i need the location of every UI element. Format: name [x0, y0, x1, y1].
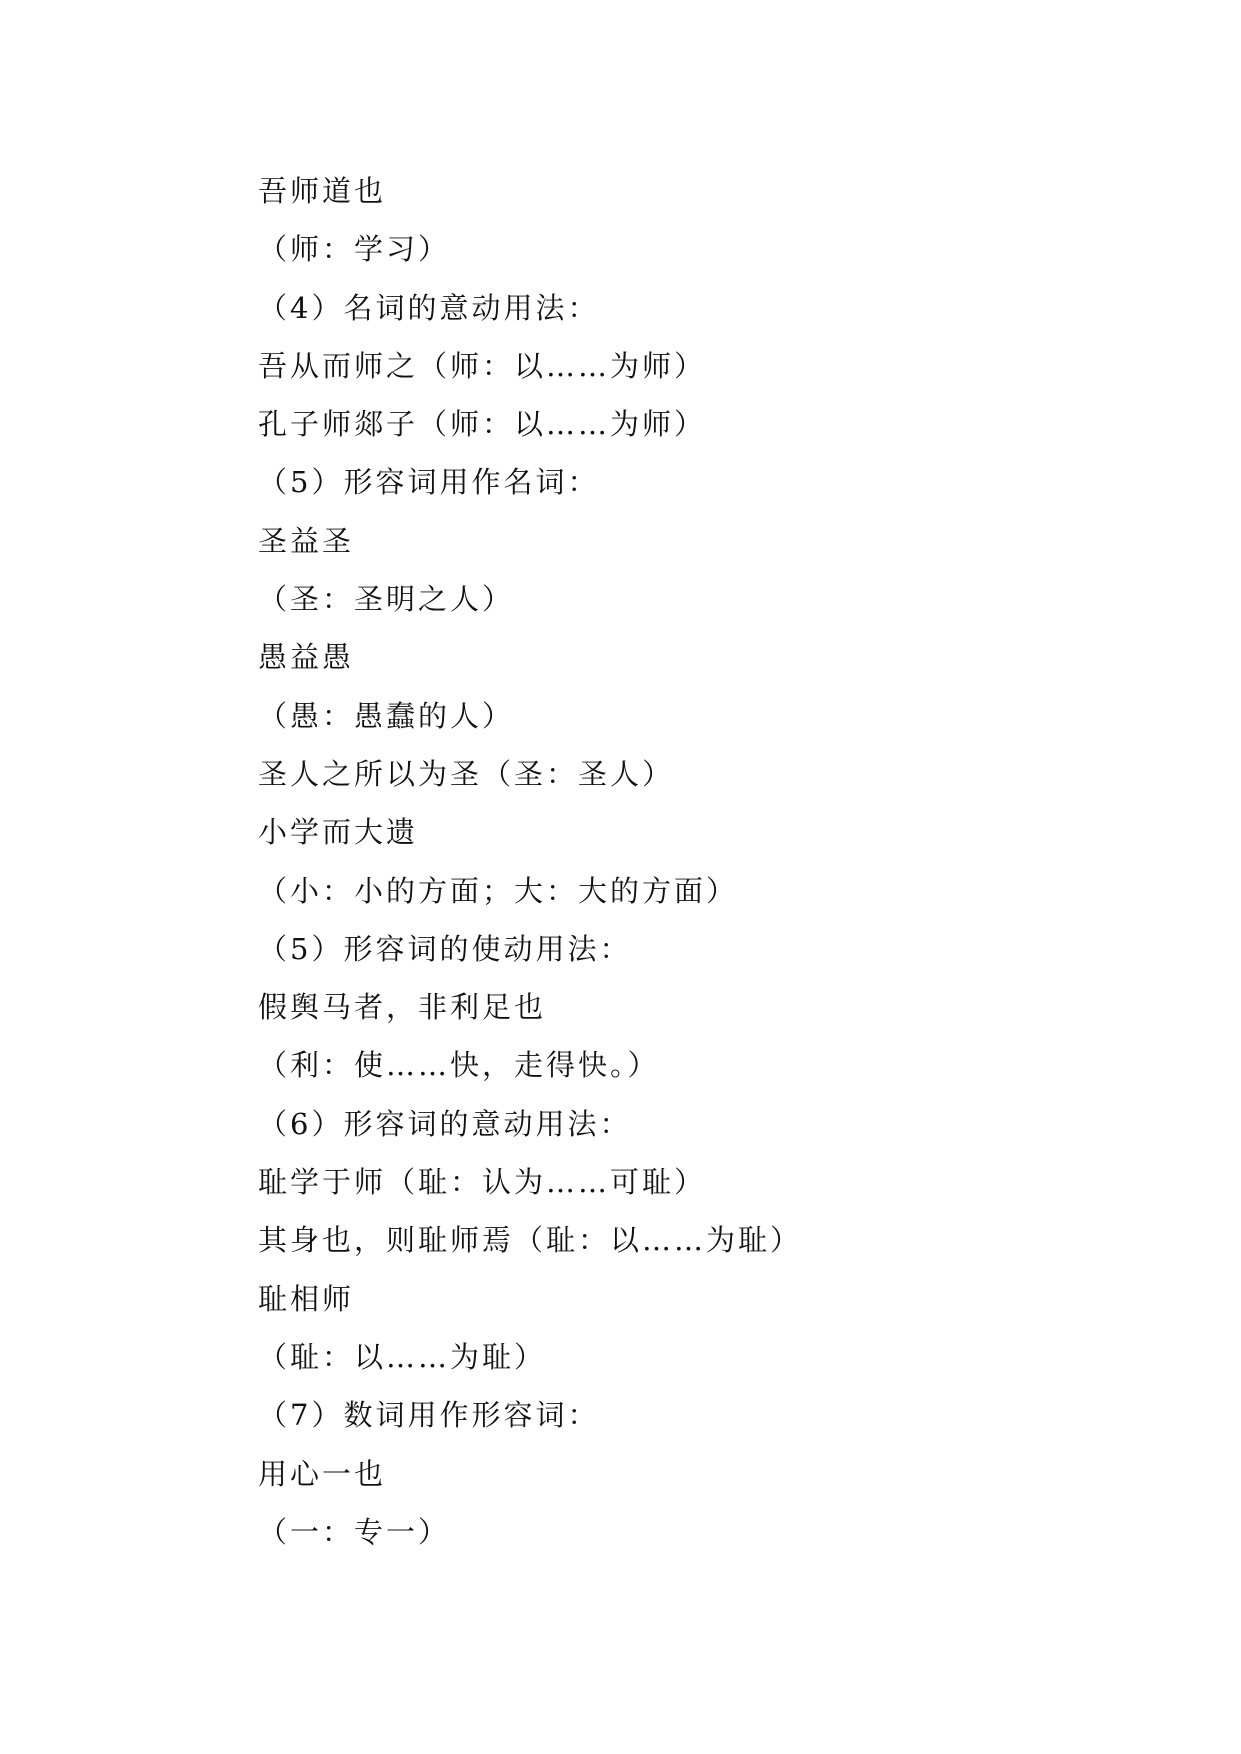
section-heading: （7）数词用作形容词： — [258, 1398, 600, 1433]
text-line: 耻学于师（耻：认为……可耻） — [258, 1165, 707, 1200]
text-line: 小学而大遗 — [258, 815, 419, 850]
section-heading: （4）名词的意动用法： — [258, 290, 600, 325]
text-line: 孔子师郯子（师：以……为师） — [258, 407, 707, 442]
text-line: 用心一也 — [258, 1456, 387, 1491]
text-line: （愚：愚蠢的人） — [258, 698, 515, 733]
text-line: （师：学习） — [258, 232, 451, 267]
text-line: （耻：以……为耻） — [258, 1339, 547, 1374]
text-line: 愚益愚 — [258, 640, 355, 675]
section-heading: （5）形容词用作名词： — [258, 465, 600, 500]
text-line: 吾从而师之（师：以……为师） — [258, 348, 707, 383]
text-line: 耻相师 — [258, 1281, 355, 1316]
section-heading: （6）形容词的意动用法： — [258, 1106, 632, 1141]
text-line: （小：小的方面；大：大的方面） — [258, 873, 739, 908]
section-heading: （5）形容词的使动用法： — [258, 931, 632, 966]
text-line: 假舆马者，非利足也 — [258, 990, 547, 1025]
text-line: （圣：圣明之人） — [258, 582, 515, 617]
text-line: （一：专一） — [258, 1514, 451, 1549]
text-line: 圣人之所以为圣（圣：圣人） — [258, 756, 675, 791]
text-line: 圣益圣 — [258, 523, 355, 558]
text-line: （利：使……快，走得快。） — [258, 1048, 660, 1083]
text-body — [258, 162, 1158, 1561]
text-line: 其身也，则耻师焉（耻：以……为耻） — [258, 1223, 803, 1258]
text-line: 吾师道也 — [258, 174, 387, 208]
